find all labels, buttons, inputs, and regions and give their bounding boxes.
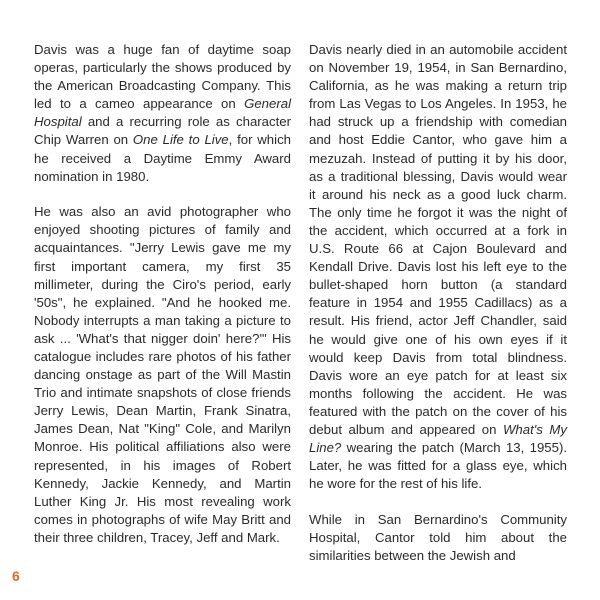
show-title-whats-my-line: What's My Line?: [309, 421, 567, 456]
paragraph-text: , for which he received a Daytime Emmy Award nomination in 1980.: [34, 132, 291, 184]
paragraph-text: and a recurring role as character Chip Warren on: [34, 114, 291, 148]
right-column: [309, 41, 567, 565]
paragraph-text: Davis nearly died in an automobile accident on November 19, 1954, in San Bernardino, California, as he was making a return trip from Las Vegas to Los Angeles. In 1953, he had struck up a friendship with comedian and host Eddie Cantor, who gave him a mezuzah. Instead of putting it by his door, as a traditional blessing, Davis would wear it around his neck as a good luck charm. The only time he forgot it was the night of the accident, which occurred at a fork in U.S. Route 66 at Cajon Boulevard and Kendall Drive. Davis lost his left eye to the bullet-shaped horn button (a standard feature in 1954 and 1955 Cadillacs) as a result. His friend, actor Jeff Chandler, said he would give one of his own eyes if it would keep Davis from total blindness. Davis wore an eye patch for at least six months following the accident. He was featured with the patch on the cover of his debut album and appeared on: [309, 42, 567, 437]
show-title-one-life-to-live: One Life to Live: [132, 132, 229, 148]
paragraph-soap-operas: [34, 41, 291, 186]
page-number: 6: [12, 568, 20, 584]
paragraph-text: Davis was a huge fan of daytime soap operas, particularly the shows produced by the American Broadcasting Company. This led to a cameo appearance on: [34, 42, 291, 112]
paragraph-text: wearing the patch (March 13, 1955). Later, he was fitted for a glass eye, which he wore for the rest of his life.: [309, 440, 567, 492]
paragraph-hospital: While in San Bernardino's Community Hospital, Cantor told him about the similarities between the Jewish and: [309, 511, 567, 564]
left-column: [34, 41, 291, 547]
paragraph-accident: [309, 41, 567, 493]
show-title-general-hospital: General Hospital: [34, 96, 291, 130]
paragraph-photographer: He was also an avid photographer who enjoyed shooting pictures of family and acquaintances. "Jerry Lewis gave me my first important camera, my first 35 millimeter, during the Ciro's period, early '50s", he explained. "And he hooked me. Nobody interrupts a man taking a picture to ask ... 'What's that nigger doin' here?'" His catalogue includes rare photos of his father dancing onstage as part of the Will Mastin Trio and intimate snapshots of close friends Jerry Lewis, Dean Martin, Frank Sinatra, James Dean, Nat "King" Cole, and Marilyn Monroe. His political affiliations also were represented, in his images of Robert Kennedy, Jackie Kennedy, and Martin Luther King Jr. His most revealing work comes in photographs of wife May Britt and their three children, Tracey, Jeff and Mark.: [34, 204, 291, 545]
